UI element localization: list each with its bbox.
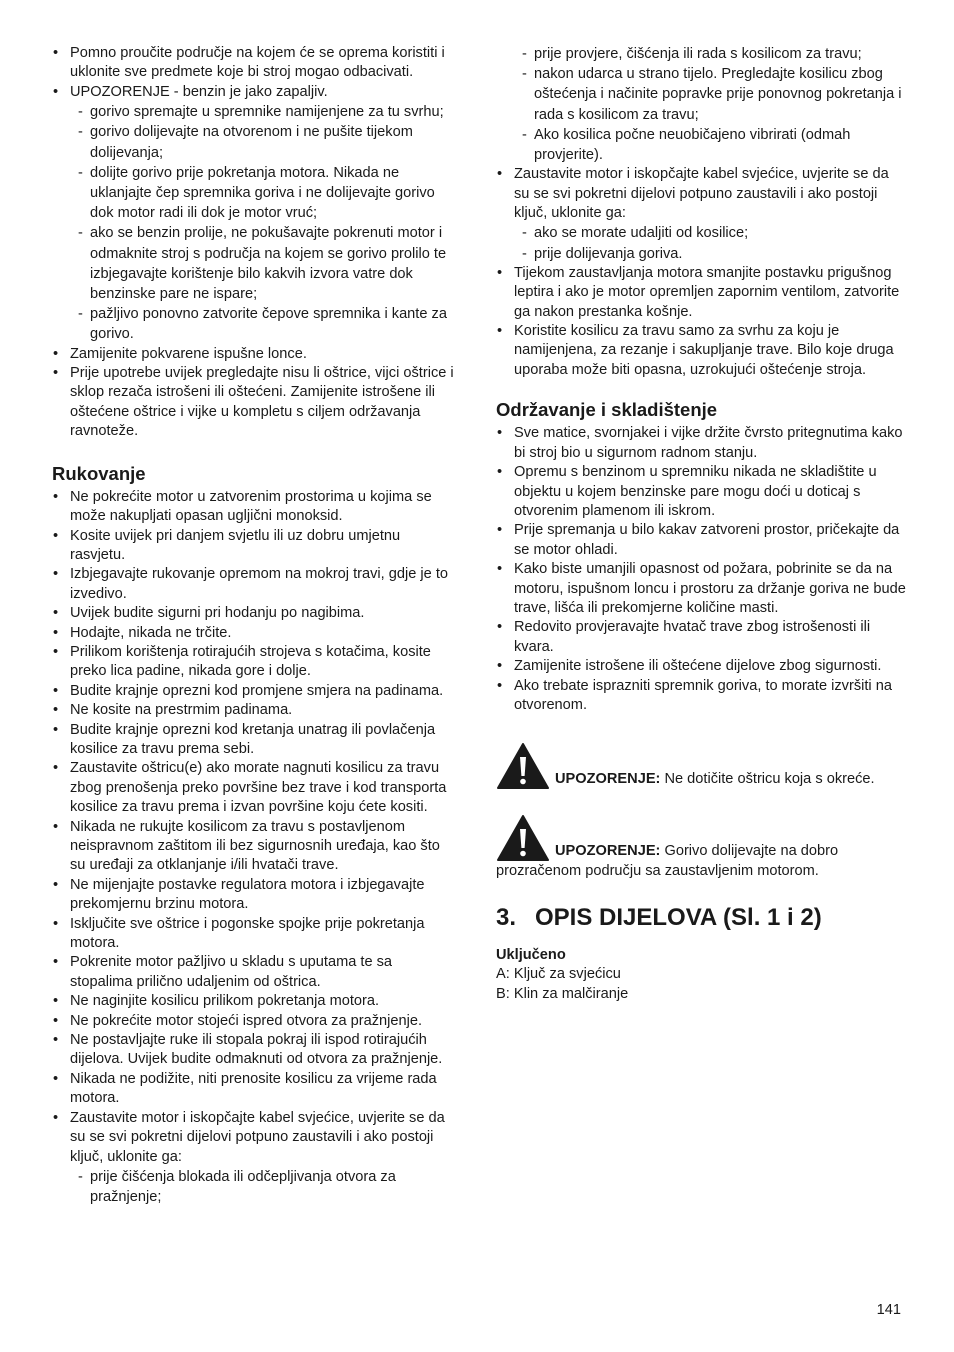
stop-engine-sublist — [70, 1167, 456, 1207]
left-column — [52, 44, 456, 1207]
list-item: • Zamijenite pokvarene ispušne lonce. — [52, 345, 456, 364]
stop-engine-sublist-continued — [496, 44, 906, 165]
section-heading-odrzavanje: Održavanje i skladištenje — [496, 399, 718, 421]
sublist-item: - gorivo spremajte u spremnike namijenjene za tu svrhu; — [78, 102, 456, 122]
sublist-item: - ako se morate udaljiti od kosilice; — [522, 223, 906, 243]
included-heading: Uključeno — [496, 947, 566, 964]
stop-engine-text-2: Zaustavite motor i iskopčajte kabel svjećice, uvjerite se da su se svi pokretni dijelovi potpuno zaustavili i ako postoji ključ, uklonite ga: — [514, 166, 889, 222]
list-item: • Zamijenite istrošene ili oštećene dijelove zbog sigurnosti. — [496, 657, 906, 676]
sublist-item: - dolijte gorivo prije pokretanja motora. Nikada ne uklanjajte čep spremnika goriva i ne dolijevajte gorivo dok motor radi ili dok je motor vruć; — [78, 163, 456, 224]
petrol-warning-text: UPOZORENJE - benzin je jako zapaljiv. — [70, 83, 328, 100]
odrzavanje-list — [496, 424, 906, 715]
intro-list — [52, 44, 456, 442]
list-item: • Redovito provjeravajte hvatač trave zbog istrošenosti ili kvara. — [496, 618, 906, 657]
continued-list — [496, 165, 906, 380]
list-item: • Tijekom zaustavljanja motora smanjite postavku prigušnog leptira i ako je motor opremljen zapornim ventilom, zatvorite ga nakon prestanka košnje. — [496, 264, 906, 322]
included-item: A: Ključ za svjećicu — [496, 966, 621, 983]
section-heading-rukovanje: Rukovanje — [52, 462, 146, 484]
list-item: • Pomno proučite područje na kojem će se oprema koristiti i uklonite sve predmete koje bi stroj mogao odbacivati. — [52, 44, 456, 83]
list-item: • Prije spremanja u bilo kakav zatvoreni prostor, pričekajte da se motor ohladi. — [496, 521, 906, 560]
sublist-item: - gorivo dolijevajte na otvorenom i ne pušite tijekom dolijevanja; — [78, 122, 456, 162]
sublist-item: - prije dolijevanja goriva. — [522, 244, 906, 264]
chapter-number: 3. — [496, 904, 517, 932]
sublist-item: - pažljivo ponovno zatvorite čepove spremnika i kante za gorivo. — [78, 304, 456, 344]
list-item: • Izbjegavajte rukovanje opremom na mokroj travi, gdje je to izvedivo. — [52, 565, 456, 604]
sublist-item: - nakon udarca u strano tijelo. Pregledajte kosilicu zbog oštećenja i načinite popravke prije ponovnog pokretanja i rada s kosilicom za travu; — [522, 64, 906, 125]
list-item: • Hodajte, nikada ne trčite. — [52, 624, 456, 643]
sublist-item: - prije čišćenja blokada ili odčepljivanja otvora za pražnjenje; — [78, 1167, 456, 1207]
list-item: • Uvijek budite sigurni pri hodanju po nagibima. — [52, 604, 456, 623]
list-item: • Kosite uvijek pri danjem svjetlu ili uz dobru umjetnu rasvjetu. — [52, 527, 456, 566]
petrol-sublist — [70, 102, 456, 344]
included-item: B: Klin za malčiranje — [496, 985, 629, 1002]
warning-blade-text: UPOZORENJE: Ne dotičite oštricu koja s okreće. — [555, 771, 875, 788]
list-item: • Prilikom korištenja rotirajućih strojeva s kotačima, kosite preko lica padine, nikada gore i dolje. — [52, 643, 456, 682]
list-item: • Ne naginjite kosilicu prilikom pokretanja motora. — [52, 992, 456, 1011]
list-item: • Opremu s benzinom u spremniku nikada ne skladištite u objektu u kojem benzinske pare mogu doći u doticaj s otvorenim plamenom ili iskrom. — [496, 463, 906, 521]
warning-triangle-icon — [496, 742, 550, 790]
chapter-title — [496, 903, 906, 933]
page-number: 141 — [876, 1302, 901, 1318]
stop-engine-text: Zaustavite motor i iskopčajte kabel svjećice, uvjerite se da su se svi pokretni dijelovi potpuno zaustavili i ako postoji ključ, uklonite ga: — [70, 1109, 445, 1165]
list-item: • Ne postavljajte ruke ili stopala pokraj ili ispod rotirajućih dijelova. Uvijek budite odmaknuti od otvora za pražnjenje. — [52, 1031, 456, 1070]
sublist-item: - prije provjere, čišćenja ili rada s kosilicom za travu; — [522, 44, 906, 64]
list-item: • Nikada ne rukujte kosilicom za travu s postavljenom neispravnom zaštitom ili bez sigurnosnih uređaja, kao što su uređaji za otklanjanje i/ili hvatači trave. — [52, 818, 456, 876]
chapter-title-text: OPIS DIJELOVA (Sl. 1 i 2) — [535, 904, 822, 932]
list-item: • Ne kosite na prestrmim padinama. — [52, 701, 456, 720]
list-item — [52, 1109, 456, 1208]
list-item — [52, 83, 456, 345]
list-item: • Koristite kosilicu za travu samo za svrhu za koju je namijenjena, za rezanje i sakupljanje trave. Bilo koje druga uporaba može biti opasna, uzrokujući oštećenje stroja. — [496, 322, 906, 380]
list-item: • Zaustavite oštricu(e) ako morate nagnuti kosilicu za travu zbog prenošenja preko površine bez trave i kod transporta kosilice za travu prema i izvan površine koju ćete kositi. — [52, 759, 456, 817]
list-item: • Budite krajnje oprezni kod kretanja unatrag ili povlačenja kosilice za travu prema sebi. — [52, 721, 456, 760]
list-item: • Kako biste umanjili opasnost od požara, pobrinite se da na motoru, ispušnom loncu i prostoru za držanje goriva ne bude trave, lišća ili prekomjerne količine masti. — [496, 560, 906, 618]
warning-fuel-text: UPOZORENJE: Gorivo dolijevajte na dobro prozračenom području sa zaustavljenim motorom. — [496, 843, 839, 880]
list-item: • Ne pokrećite motor stojeći ispred otvora za pražnjenje. — [52, 1012, 456, 1031]
warning-blade — [496, 742, 906, 790]
list-item: • Pokrenite motor pažljivo u skladu s uputama te sa stopalima prilično udaljenim od oštrica. — [52, 953, 456, 992]
warning-triangle-icon — [496, 814, 550, 862]
list-item: • Prije upotrebe uvijek pregledajte nisu li oštrice, vijci oštrice i sklop rezača istrošeni ili oštećeni. Zamijenite istrošene ili oštećene oštrice i vijke u kompletu s ciljem održavanja ravnoteže. — [52, 364, 456, 442]
list-item: • Ne mijenjajte postavke regulatora motora i izbjegavajte prekomjernu brzinu motora. — [52, 876, 456, 915]
list-item: • Budite krajnje oprezni kod promjene smjera na padinama. — [52, 682, 456, 701]
list-item: • Sve matice, svornjakei i vijke držite čvrsto pritegnutima kako bi stroj bio u sigurnom radnom stanju. — [496, 424, 906, 463]
list-item: • Nikada ne podižite, niti prenosite kosilicu za vrijeme rada motora. — [52, 1070, 456, 1109]
list-item: • Ako trebate isprazniti spremnik goriva, to morate izvršiti na otvorenom. — [496, 677, 906, 716]
list-item: • Ne pokrećite motor u zatvorenim prostorima u kojima se može nakupljati opasan ugljični monoksid. — [52, 488, 456, 527]
sublist-item: - Ako kosilica počne neuobičajeno vibrirati (odmah provjerite). — [522, 125, 906, 165]
leave-sublist — [514, 223, 906, 263]
warning-fuel — [496, 814, 906, 881]
sublist-item: - ako se benzin prolije, ne pokušavajte pokrenuti motor i odmaknite stroj s područja na kojem se gorivo prolilo te izbjegavajte korištenje bilo kakvih izvora vatre dok benzinske pare ne ispare; — [78, 223, 456, 304]
right-column — [496, 44, 906, 1004]
list-item: • Isključite sve oštrice i pogonske spojke prije pokretanja motora. — [52, 915, 456, 954]
rukovanje-list — [52, 488, 456, 1208]
list-item — [496, 165, 906, 264]
